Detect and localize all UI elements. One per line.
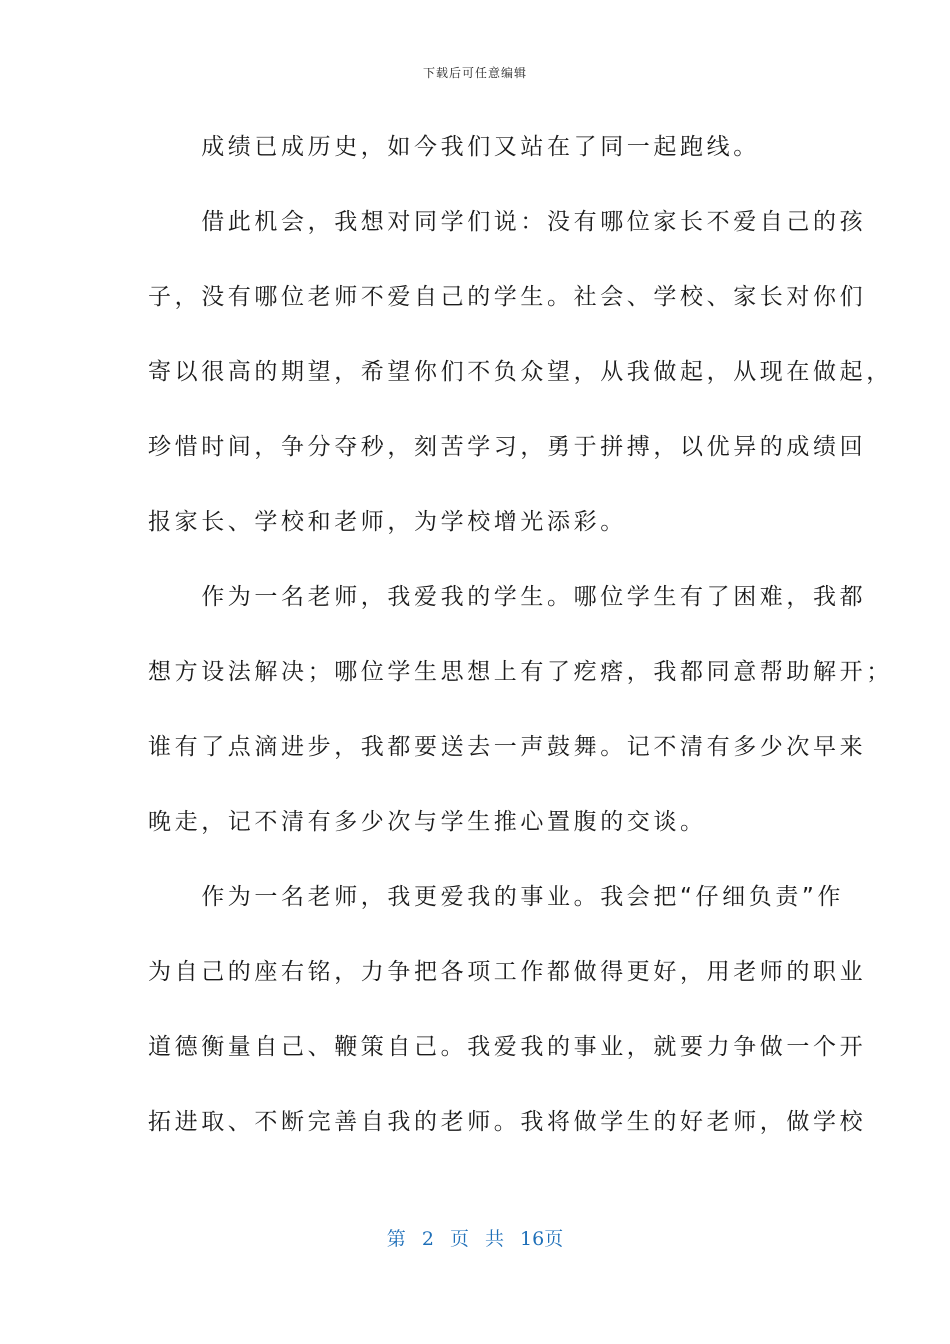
text-line: 子，没有哪位老师不爱自己的学生。社会、学校、家长对你们 [148, 284, 867, 310]
body-text [148, 124, 893, 1174]
text-line: 为自己的座右铭，力争把各项工作都做得更好，用老师的职业 [148, 959, 867, 985]
text-line: 想方设法解决；哪位学生思想上有了疙瘩，我都同意帮助解开； [148, 659, 893, 685]
text-line: 寄以很高的期望，希望你们不负众望，从我做起，从现在做起， [148, 359, 893, 385]
text-line: 成绩已成历史，如今我们又站在了同一起跑线。 [148, 134, 760, 160]
text-line: 作为一名老师，我更爱我的事业。我会把“仔细负责”作 [148, 884, 845, 910]
text-line: 珍惜时间，争分夺秒，刻苦学习，勇于拼搏，以优异的成绩回 [148, 434, 867, 460]
text-line: 报家长、学校和老师，为学校增光添彩。 [148, 509, 627, 535]
text-line: 道德衡量自己、鞭策自己。我爱我的事业，就要力争做一个开 [148, 1034, 867, 1060]
text-line: 晚走，记不清有多少次与学生推心置腹的交谈。 [148, 809, 707, 835]
text-line: 借此机会，我想对同学们说：没有哪位家长不爱自己的孩 [148, 209, 867, 235]
text-line: 谁有了点滴进步，我都要送去一声鼓舞。记不清有多少次早来 [148, 734, 867, 760]
text-line: 拓进取、不断完善自我的老师。我将做学生的好老师，做学校 [148, 1109, 867, 1135]
text-line: 作为一名老师，我爱我的学生。哪位学生有了困难，我都 [148, 584, 867, 610]
page-number-footer: 第 2 页 共 16页 [386, 1228, 564, 1250]
header-note: 下载后可任意编辑 [422, 66, 527, 80]
